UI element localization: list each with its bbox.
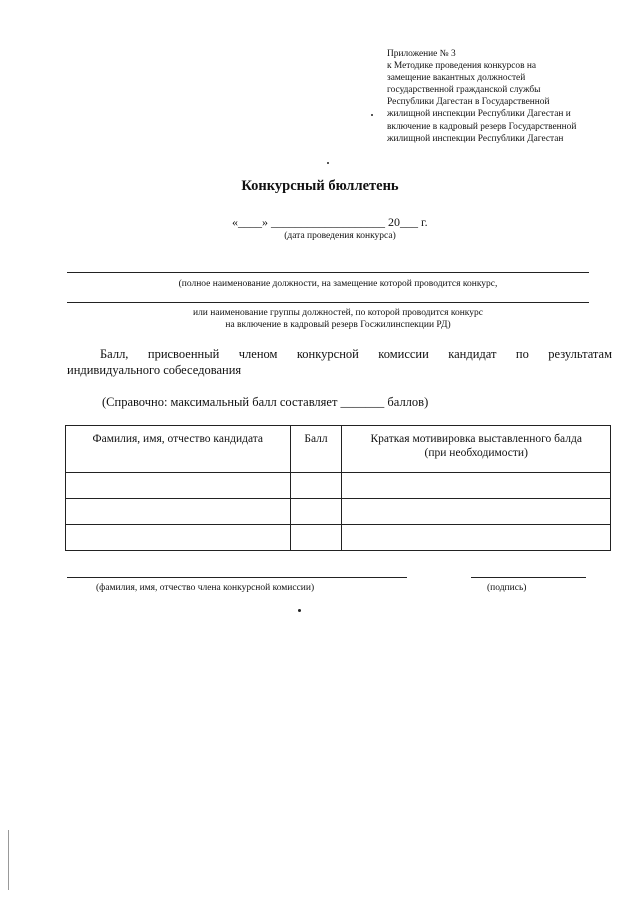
paragraph-line2: индивидуального собеседования — [67, 363, 242, 377]
group-fill-line[interactable] — [67, 302, 589, 303]
signature-caption: (подпись) — [487, 583, 527, 593]
appendix-line: Республики Дагестан в Государственной — [387, 97, 550, 108]
page-title: Конкурсный бюллетень — [241, 178, 399, 194]
header-score: Балл — [290, 426, 342, 473]
paragraph-line1: Балл, присвоенный членом конкурсной комиссии кандидат по результатам — [100, 347, 612, 361]
date-caption: (дата проведения конкурса) — [284, 231, 396, 241]
table-header-row — [66, 426, 611, 473]
appendix-line: к Методике проведения конкурсов на — [387, 61, 537, 72]
cell-reason[interactable] — [342, 473, 611, 499]
scan-speck — [298, 609, 301, 612]
appendix-line: жилищной инспекции Республики Дагестан — [387, 133, 564, 144]
table-row — [66, 473, 611, 499]
table-row — [66, 499, 611, 525]
scan-speck — [327, 162, 329, 164]
appendix-line: Приложение № 3 — [387, 49, 456, 59]
scores-table — [65, 425, 611, 551]
group-caption-line2: на включение в кадровый резерв Госжилинспекции РД) — [225, 320, 451, 330]
position-caption: (полное наименование должности, на замещение которой проводится конкурс, — [178, 279, 498, 289]
header-reason-line1: Краткая мотивировка выставленного балда — [370, 433, 582, 445]
cell-reason[interactable] — [342, 499, 611, 525]
signature-fill-line[interactable] — [471, 577, 586, 578]
header-reason-line2: (при необходимости) — [424, 447, 528, 459]
appendix-line: жилищной инспекции Республики Дагестан и — [387, 109, 571, 120]
cell-score[interactable] — [290, 525, 342, 551]
group-caption-line1: или наименование группы должностей, по которой проводится конкурс — [192, 308, 483, 318]
max-score-reference: (Справочно: максимальный балл составляет _______ баллов) — [102, 395, 429, 409]
scan-edge-mark — [8, 830, 9, 890]
header-candidate-name: Фамилия, имя, отчество кандидата — [66, 426, 291, 473]
appendix-note — [387, 48, 637, 145]
cell-candidate-name[interactable] — [66, 525, 291, 551]
table-row — [66, 525, 611, 551]
appendix-line: замещение вакантных должностей — [387, 73, 526, 84]
position-fill-line[interactable] — [67, 272, 589, 273]
scan-speck — [371, 114, 373, 116]
member-name-caption: (фамилия, имя, отчество члена конкурсной комиссии) — [96, 583, 315, 593]
cell-candidate-name[interactable] — [66, 499, 291, 525]
appendix-line: государственной гражданской службы — [387, 85, 541, 96]
appendix-line: включение в кадровый резерв Государственной — [387, 121, 577, 132]
header-reason — [342, 426, 611, 473]
cell-candidate-name[interactable] — [66, 473, 291, 499]
cell-score[interactable] — [290, 473, 342, 499]
cell-score[interactable] — [290, 499, 342, 525]
member-name-fill-line[interactable] — [67, 577, 407, 578]
date-field[interactable]: «____» ___________________ 20___ г. — [232, 215, 428, 229]
cell-reason[interactable] — [342, 525, 611, 551]
